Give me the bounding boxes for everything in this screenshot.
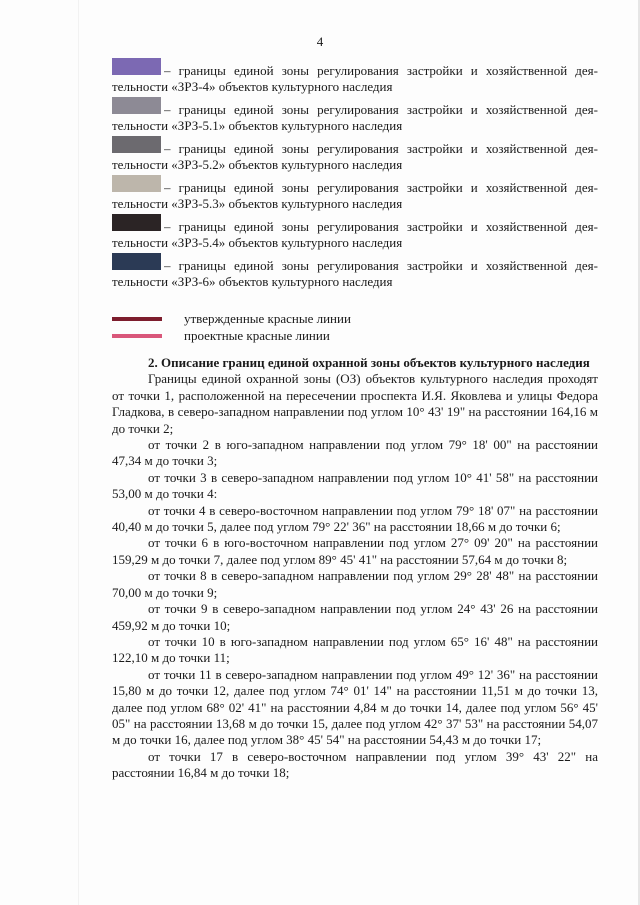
page-left-guide	[78, 0, 79, 905]
zone-color-swatch	[112, 214, 161, 231]
legend-approved-red-lines	[112, 310, 598, 327]
section-heading: 2. Описание границ единой охранной зоны объектов культурного наследия	[148, 355, 590, 370]
line-label: проектные красные линии	[184, 328, 330, 343]
zone-color-swatch	[112, 253, 161, 270]
page-number: 4	[316, 34, 324, 49]
paragraph: от точки 6 в юго-восточном направлении под углом 27° 09' 20" на расстоянии 159,29 м до точки 7, далее под углом 89° 45' 41" на расстоянии 57,64 м до точки 8;	[112, 535, 598, 567]
legend-text-line1: – границы единой зоны регулирования застройки и хозяйственной дея-	[164, 102, 598, 117]
zone-color-swatch	[112, 175, 161, 192]
legend-text-line1: – границы единой зоны регулирования застройки и хозяйственной дея-	[164, 258, 598, 273]
line-label: утвержденные красные линии	[184, 311, 351, 326]
line-color-swatch	[112, 334, 162, 338]
paragraph: от точки 11 в северо-западном направлении под углом 49° 12' 36" на расстоянии 15,80 м до точки 12, далее под углом 74° 01' 14" на расстоянии 11,51 м до точки 13, далее под углом 68° 02' 41" на расстоянии 4,84 м до точки 14, далее под углом 56° 45' 05" на расстоянии 13,68 м до точки 15, далее под углом 42° 37' 53" на расстоянии 54,07 м до точки 16, далее под углом 38° 45' 54" на расстоянии 54,43 м до точки 17;	[112, 666, 598, 748]
legend-text-line2: тельности «ЗРЗ-5.4» объектов культурного наследия	[112, 235, 403, 250]
paragraph: от точки 4 в северо-восточном направлении под углом 79° 18' 07" на расстоянии 40,40 м до точки 5, далее под углом 79° 22' 36" на расстоянии 18,66 м до точки 6;	[112, 502, 598, 535]
legend-text-line2: тельности «ЗРЗ-4» объектов культурного наследия	[112, 79, 393, 94]
legend-text-line2: тельности «ЗРЗ-5.2» объектов культурного наследия	[112, 157, 403, 172]
zone-legend	[112, 58, 598, 292]
legend-text-line1: – границы единой зоны регулирования застройки и хозяйственной дея-	[164, 180, 598, 195]
paragraph: от точки 10 в юго-западном направлении под углом 65° 16' 48" на расстоянии 122,10 м до точки 11;	[112, 633, 598, 666]
legend-item-zrz-6	[112, 253, 598, 292]
zone-color-swatch	[112, 97, 161, 114]
line-color-swatch	[112, 317, 162, 321]
paragraph: от точки 3 в северо-западном направлении под углом 10° 41' 58" на расстоянии 53,00 м до точки 4:	[112, 469, 598, 502]
red-lines-legend	[112, 310, 598, 344]
paragraph: Границы единой охранной зоны (ОЗ) объектов культурного наследия проходят от точки 1, расположенной на пересечении проспекта И.Я. Яковлева и улицы Федора Гладкова, в северо-западном направлении под углом 10° 43' 19" на расстоянии 164,16 м до точки 2;	[112, 371, 598, 436]
paragraph: от точки 9 в северо-западном направлении под углом 24° 43' 26 на расстоянии 459,92 м до точки 10;	[112, 601, 598, 633]
legend-item-zrz-5-3	[112, 175, 598, 214]
legend-text-line1: – границы единой зоны регулирования застройки и хозяйственной дея-	[164, 219, 598, 234]
legend-text-line2: тельности «ЗРЗ-5.3» объектов культурного наследия	[112, 196, 403, 211]
paragraph: от точки 8 в северо-западном направлении под углом 29° 28' 48" на расстоянии 70,00 м до точки 9;	[112, 568, 598, 600]
legend-projected-red-lines	[112, 327, 598, 344]
zone-color-swatch	[112, 136, 161, 153]
paragraph: от точки 2 в юго-западном направлении под углом 79° 18' 00" на расстоянии 47,34 м до точки 3;	[112, 437, 598, 469]
legend-text-line1: – границы единой зоны регулирования застройки и хозяйственной дея-	[164, 63, 598, 78]
legend-item-zrz-5-4	[112, 214, 598, 253]
zone-color-swatch	[112, 58, 161, 75]
legend-item-zrz-4	[112, 58, 598, 97]
legend-text-line2: тельности «ЗРЗ-6» объектов культурного наследия	[112, 274, 393, 289]
boundary-description-section	[112, 355, 598, 782]
legend-text-line1: – границы единой зоны регулирования застройки и хозяйственной дея-	[164, 141, 598, 156]
legend-item-zrz-5-2	[112, 136, 598, 175]
legend-text-line2: тельности «ЗРЗ-5.1» объектов культурного наследия	[112, 118, 403, 133]
paragraph: от точки 17 в северо-восточном направлении под углом 39° 43' 22" на расстоянии 16,84 м до точки 18;	[112, 748, 598, 781]
legend-item-zrz-5-1	[112, 97, 598, 136]
